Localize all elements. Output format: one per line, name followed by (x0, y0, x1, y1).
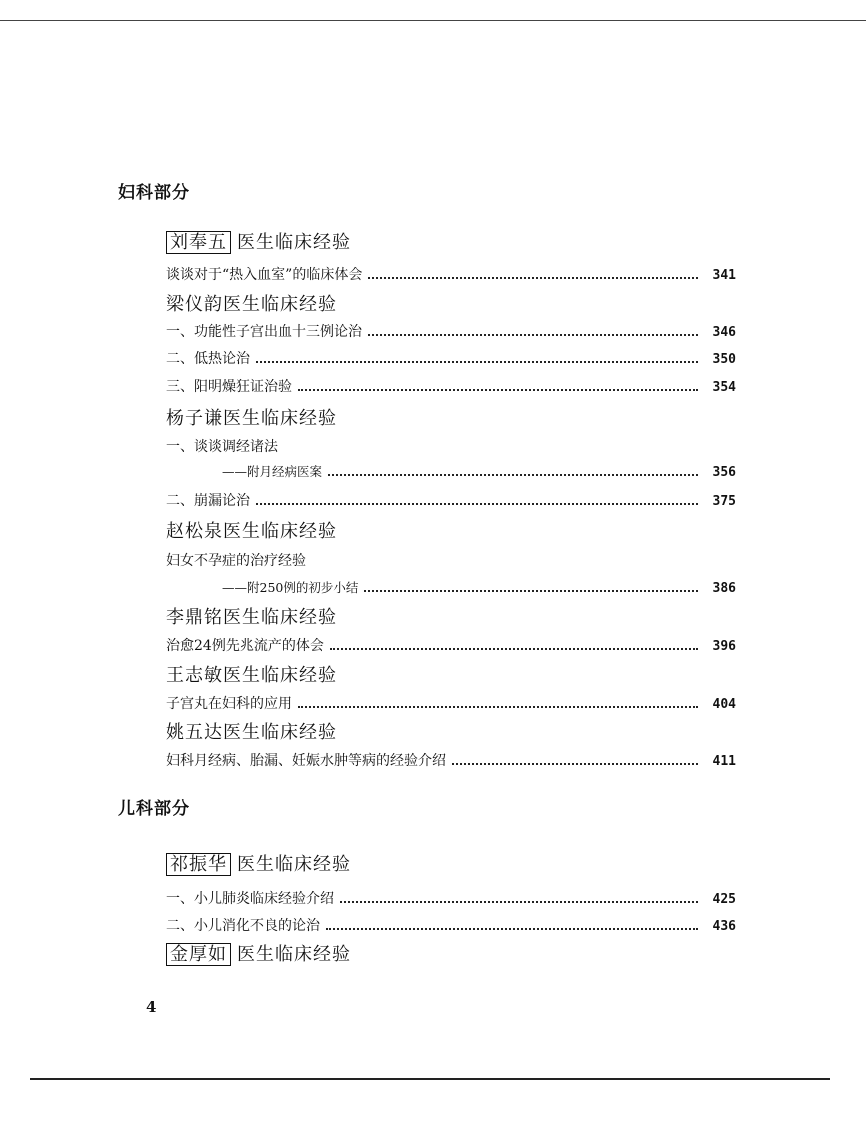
entry-title: 一、功能性子宫出血十三例论治 (166, 324, 362, 340)
section-heading: 妇科部分 (118, 183, 190, 203)
entry-title: 子宫丸在妇科的应用 (166, 696, 292, 712)
doctor-heading (166, 404, 337, 430)
doctor-heading (166, 661, 337, 687)
doctor-heading (166, 603, 337, 629)
dot-leader (256, 503, 698, 505)
doctor-suffix: 医生临床经验 (237, 854, 351, 875)
entry-page: 354 (712, 380, 736, 395)
dot-leader (368, 277, 698, 279)
doctor-name: 李鼎铭 (166, 607, 223, 628)
entry-page: 346 (712, 325, 736, 340)
dot-leader (298, 389, 698, 391)
doctor-name: 祁振华 (166, 853, 231, 876)
dot-leader (326, 928, 698, 930)
entry-page: 436 (712, 919, 736, 934)
toc-entry[interactable] (166, 321, 736, 341)
doctor-heading (166, 228, 351, 254)
entry-page: 350 (712, 352, 736, 367)
doctor-suffix: 医生临床经验 (237, 232, 351, 253)
doctor-suffix: 医生临床经验 (237, 944, 351, 965)
entry-title: 三、阳明燥狂证治验 (166, 379, 292, 395)
doctor-heading (166, 850, 351, 876)
entry-title: ——附月经病医案 (222, 464, 323, 479)
entry-title: 谈谈对于“热入血室”的临床体会 (166, 267, 363, 283)
entry-page: 411 (712, 754, 736, 769)
doctor-suffix: 医生临床经验 (223, 722, 337, 743)
toc-entry[interactable] (166, 750, 736, 770)
doctor-name: 金厚如 (166, 943, 231, 966)
dot-leader (340, 901, 698, 903)
entry-title: 二、崩漏论治 (166, 493, 250, 509)
doctor-heading (166, 517, 337, 543)
doctor-suffix: 医生临床经验 (223, 294, 337, 315)
dot-leader (256, 361, 698, 363)
dot-leader (452, 763, 698, 765)
toc-entry[interactable] (222, 462, 736, 480)
doctor-name: 姚五达 (166, 722, 223, 743)
entry-title: 妇科月经病、胎漏、妊娠水肿等病的经验介绍 (166, 753, 446, 769)
toc-entry[interactable] (166, 888, 736, 908)
toc-entry[interactable] (166, 693, 736, 713)
dot-leader (364, 590, 698, 592)
entry-title: 二、小儿消化不良的论治 (166, 918, 320, 934)
doctor-name: 赵松泉 (166, 521, 223, 542)
toc-entry[interactable] (166, 550, 736, 570)
toc-entry[interactable] (166, 635, 736, 655)
doctor-name: 王志敏 (166, 665, 223, 686)
dot-leader (330, 648, 698, 650)
doctor-heading (166, 290, 337, 316)
dot-leader (328, 474, 698, 476)
toc-entry[interactable] (166, 348, 736, 368)
section-heading: 儿科部分 (118, 799, 190, 819)
entry-page: 425 (712, 892, 736, 907)
doctor-name: 杨子谦 (166, 408, 223, 429)
toc-entry[interactable] (166, 490, 736, 510)
entry-page: 386 (712, 581, 736, 596)
entry-title: 二、低热论治 (166, 351, 250, 367)
doctor-name: 梁仪韵 (166, 294, 223, 315)
doctor-heading (166, 718, 337, 744)
doctor-suffix: 医生临床经验 (223, 521, 337, 542)
entry-title: 一、谈谈调经诸法 (166, 439, 278, 455)
top-rule (0, 20, 866, 21)
toc-entry[interactable] (166, 915, 736, 935)
page-number: 4 (146, 998, 157, 1016)
entry-title: 一、小儿肺炎临床经验介绍 (166, 891, 334, 907)
entry-page: 375 (712, 494, 736, 509)
toc-entry[interactable] (166, 376, 736, 396)
toc-entry[interactable] (166, 264, 736, 284)
dot-leader (368, 334, 698, 336)
entry-title: 治愈24例先兆流产的体会 (166, 638, 324, 654)
entry-page: 356 (712, 465, 736, 480)
doctor-heading (166, 940, 351, 966)
entry-page: 341 (712, 268, 736, 283)
entry-page: 396 (712, 639, 736, 654)
dot-leader (298, 706, 698, 708)
entry-page: 404 (712, 697, 736, 712)
toc-entry[interactable] (166, 436, 736, 456)
entry-title: ——附250例的初步小结 (222, 580, 359, 595)
doctor-suffix: 医生临床经验 (223, 607, 337, 628)
doctor-suffix: 医生临床经验 (223, 665, 337, 686)
bottom-rule (30, 1078, 830, 1080)
entry-title: 妇女不孕症的治疗经验 (166, 553, 306, 569)
doctor-suffix: 医生临床经验 (223, 408, 337, 429)
doctor-name: 刘奉五 (166, 231, 231, 254)
toc-entry[interactable] (222, 578, 736, 596)
